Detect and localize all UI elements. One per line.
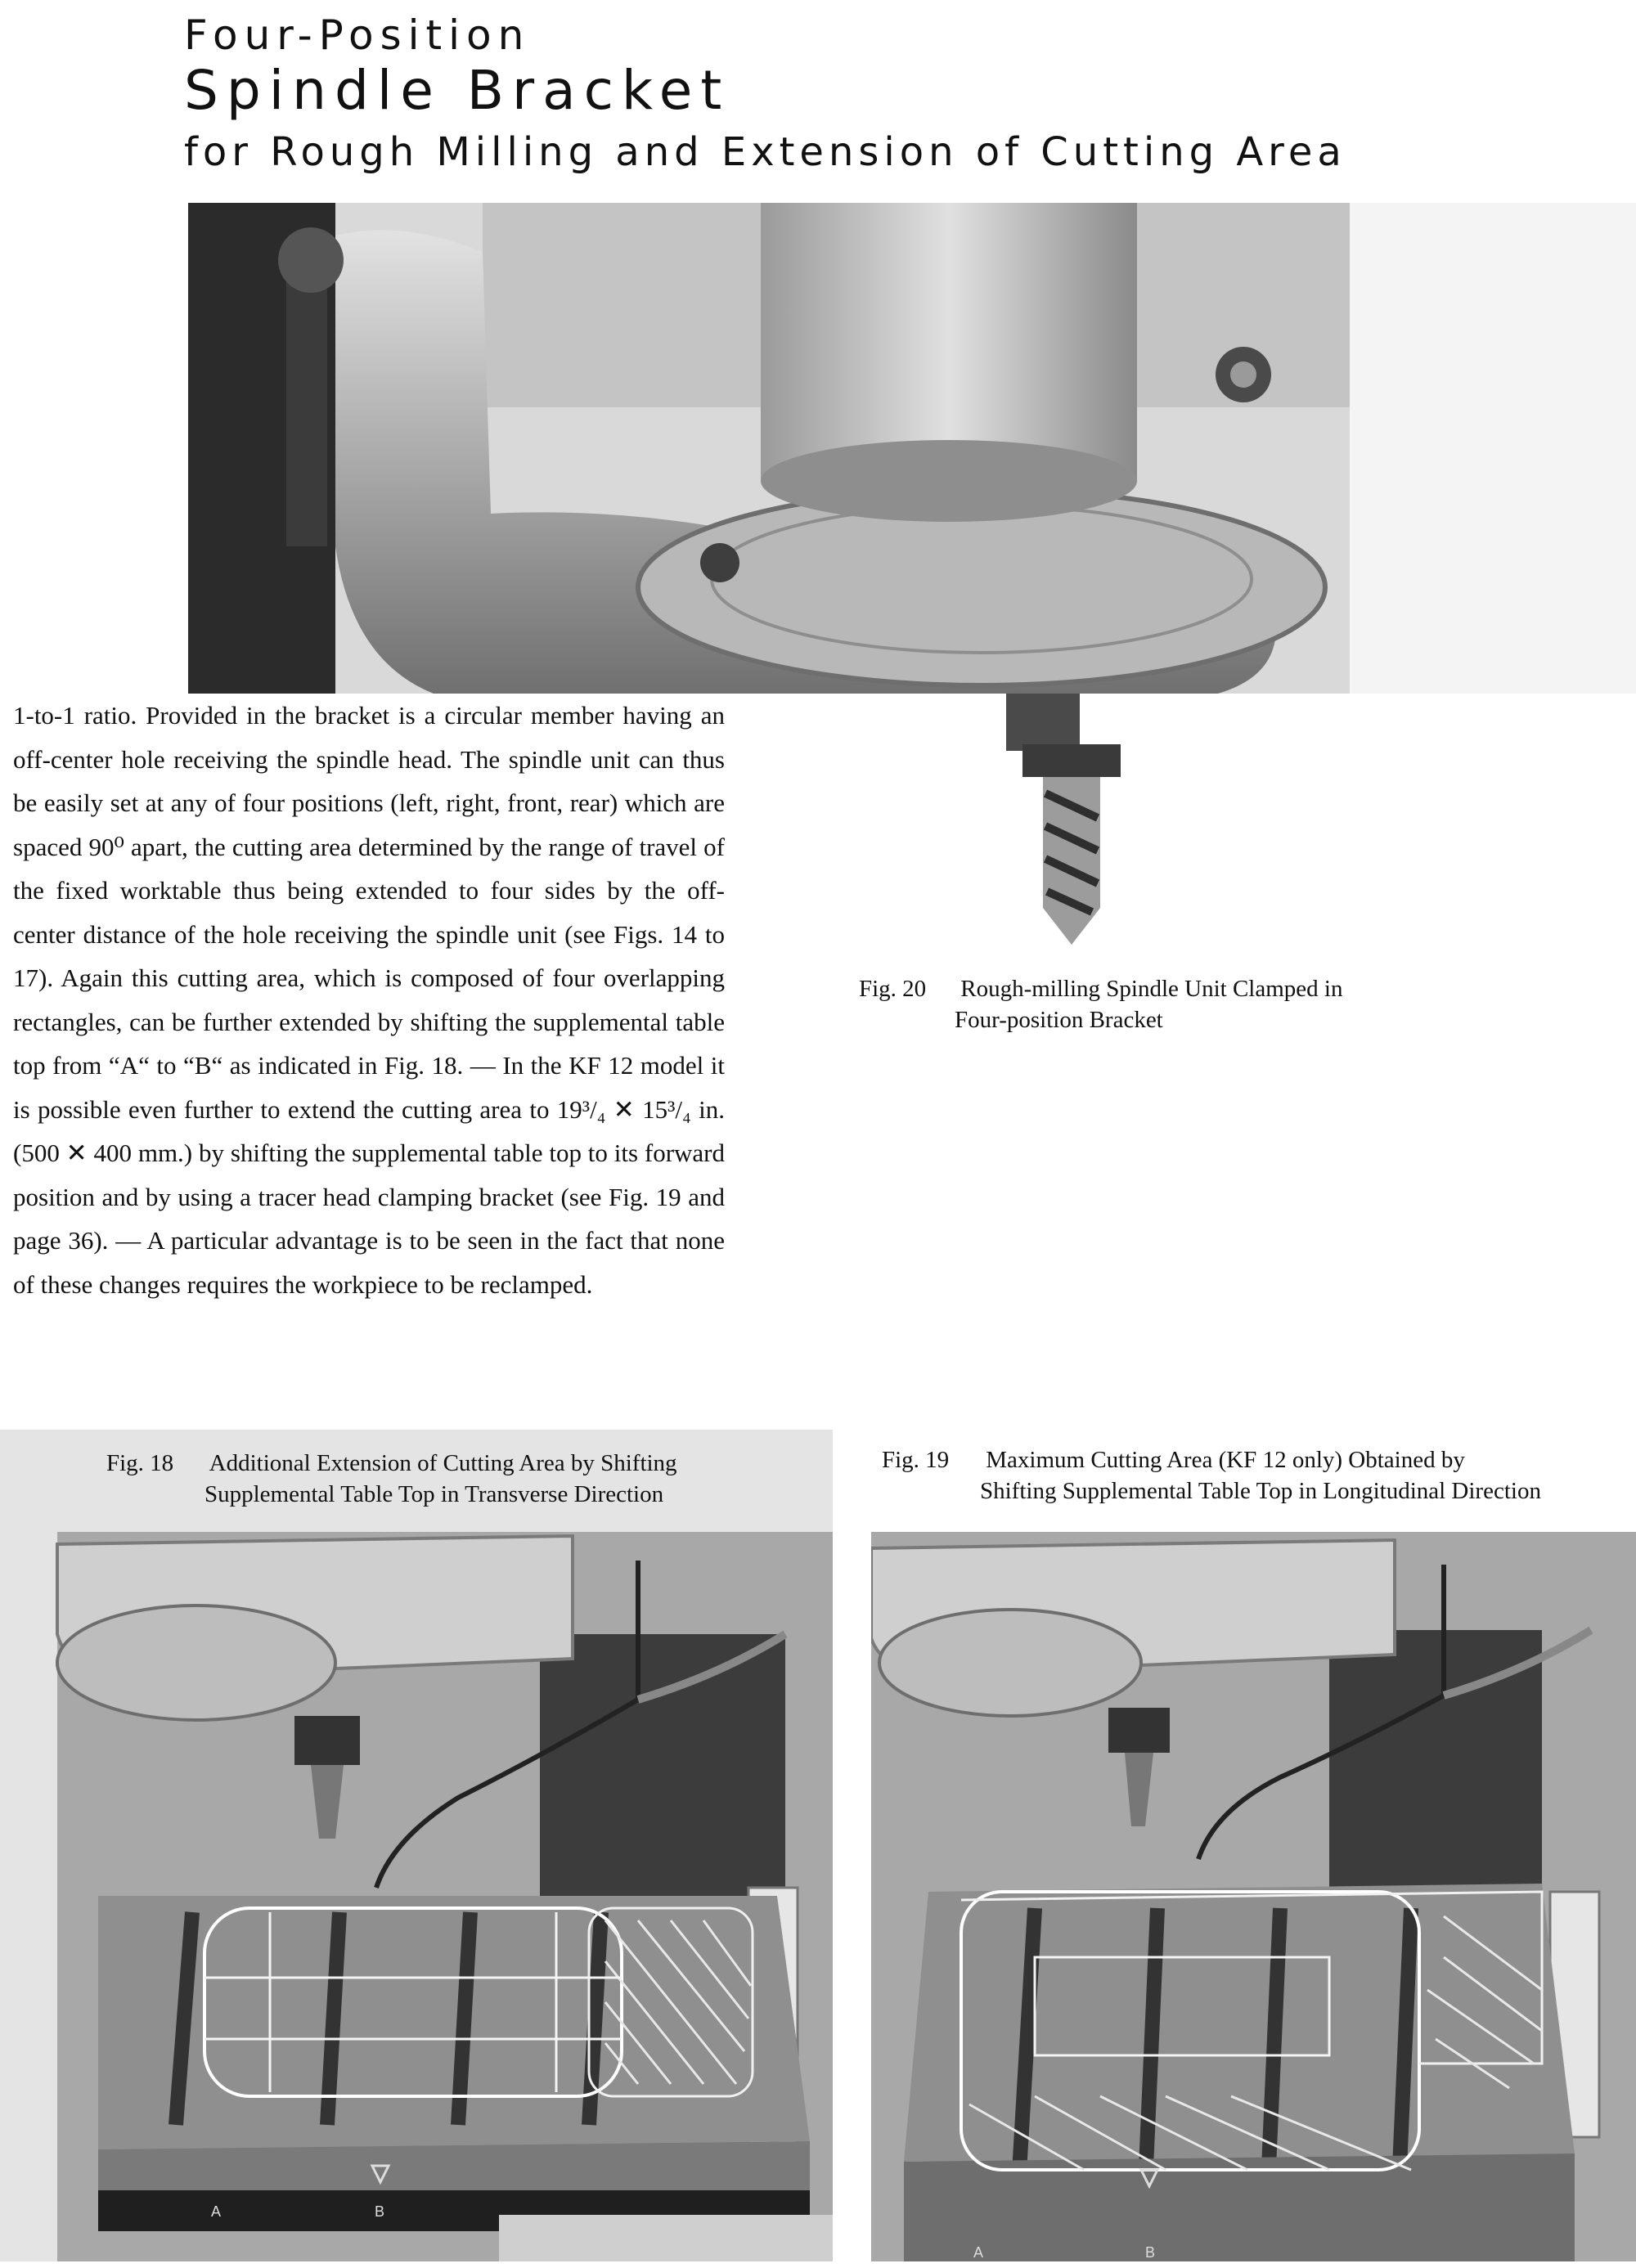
fig18-caption-line2: Supplemental Table Top in Transverse Direction [204, 1481, 664, 1507]
title-line-2: Spindle Bracket [184, 59, 730, 122]
fig19-number: Fig. 19 [882, 1447, 950, 1473]
fig20-caption-line2: Four-position Bracket [955, 1007, 1163, 1033]
fig18-label-a: A [211, 2203, 222, 2220]
fig19-label-a: A [973, 2244, 984, 2261]
end-mill-cutter [1022, 744, 1121, 949]
fig19-label-b: B [1145, 2244, 1156, 2261]
photo-fig18-transverse [0, 1430, 833, 2261]
fig19-caption-line2: Shifting Supplemental Table Top in Longitudinal Direction [980, 1478, 1541, 1504]
fig20-caption-line1: Rough-milling Spindle Unit Clamped in [960, 976, 1343, 1002]
fig18-number: Fig. 18 [106, 1450, 174, 1476]
caption-fig20 [859, 973, 1342, 1035]
subtitle: for Rough Milling and Extension of Cutting Area [184, 129, 1346, 175]
photo-fig19-longitudinal [871, 1532, 1636, 2261]
fig19-caption-line1: Maximum Cutting Area (KF 12 only) Obtained by [986, 1447, 1465, 1473]
body-paragraph: 1-to-1 ratio. Provided in the bracket is a circular member having an off-center hole receiving the spindle head. The spindle unit can thus be easily set at any of four positions (left, right, front, rear) which are spaced 90⁰ apart, the cutting area determined by the range of travel of the fixed worktable thus being extended to four sides by the off-center distance of the hole receiving the spindle unit (see Figs. 14 to 17). Again this cutting area, which is composed of four overlapping rectangles, can be further extended by shifting the supplemental table top from “A“ to “B“ as indicated in Fig. 18. — In the KF 12 model it is possible even further to extend the cutting area to 19³/₄ ✕ 15³/₄ in. (500 ✕ 400 mm.) by shifting the supplemental table top to its forward position and by using a tracer head clamping bracket (see Fig. 19 and page 36). — A particular advantage is to be seen in the fact that none of these changes requires the workpiece to be reclamped. [13, 701, 725, 1299]
caption-fig19 [882, 1444, 1541, 1507]
fig18-label-b: B [375, 2203, 385, 2220]
fig18-caption-line1: Additional Extension of Cutting Area by Shifting [209, 1450, 677, 1476]
photo-fig20-spindle-bracket [188, 203, 1636, 751]
fig20-number: Fig. 20 [859, 976, 927, 1002]
title-line-1: Four-Position [184, 11, 531, 59]
caption-fig18 [106, 1448, 677, 1510]
